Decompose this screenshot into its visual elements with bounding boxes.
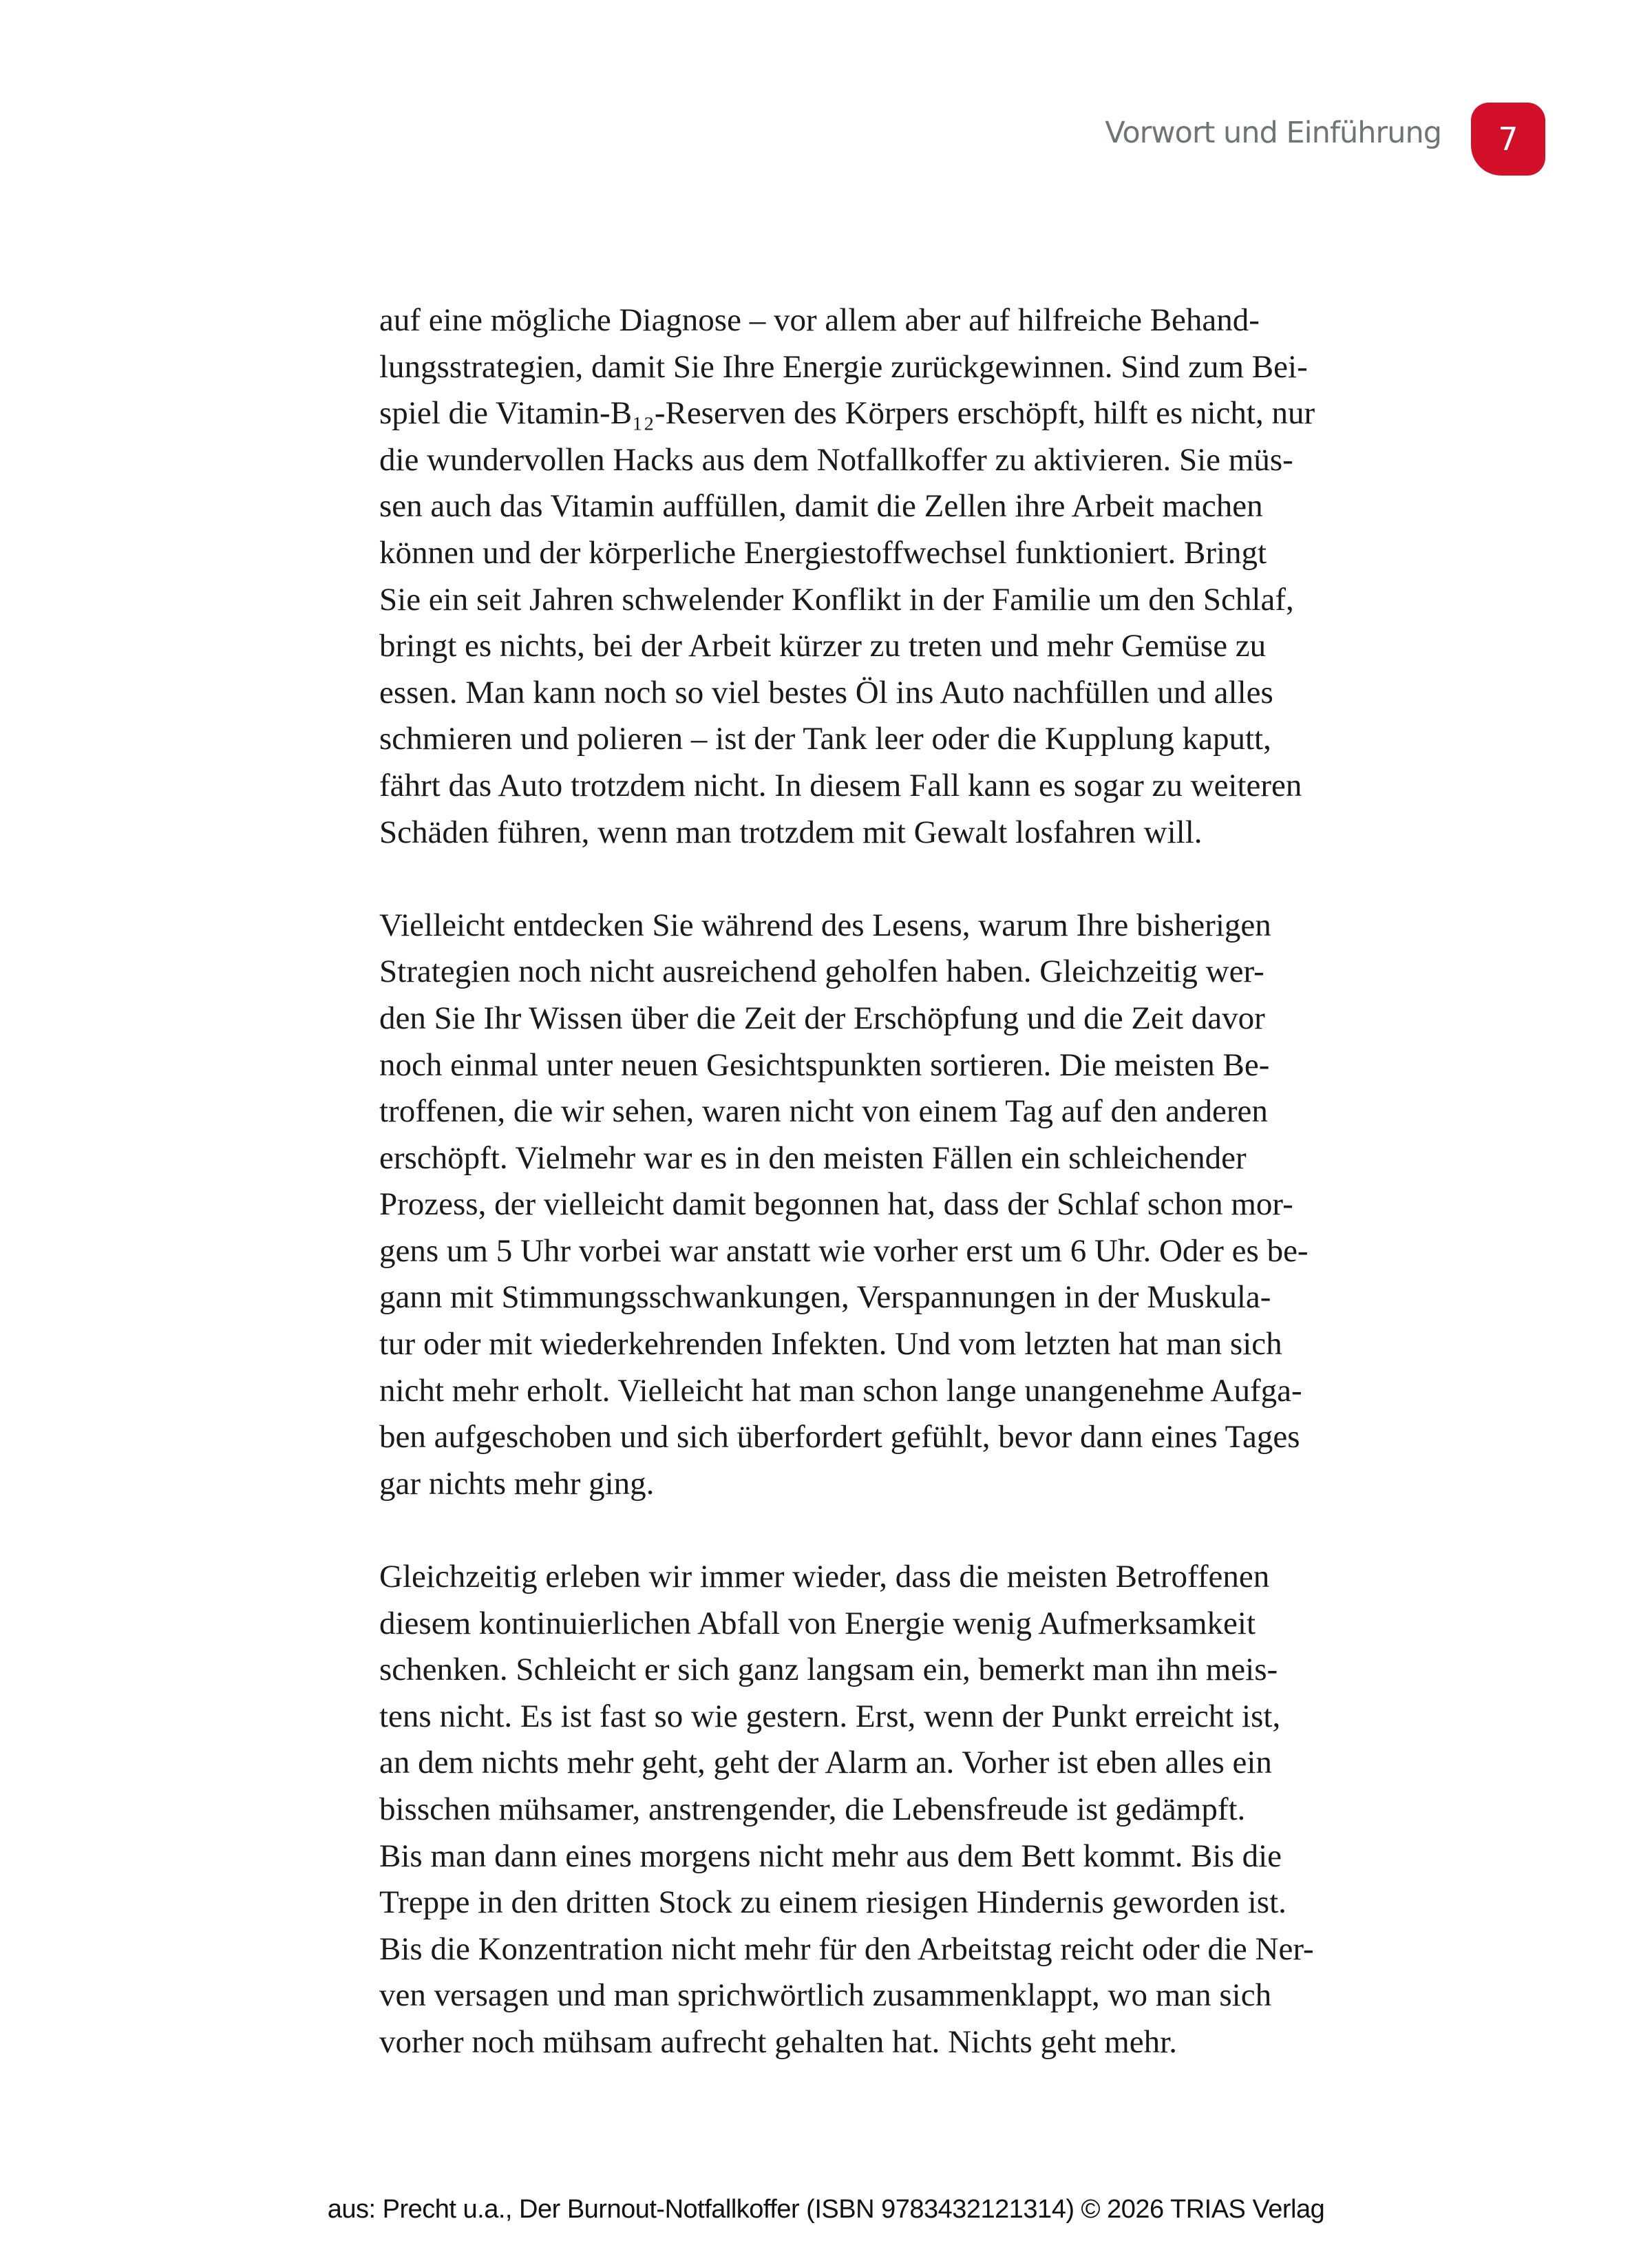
text-line: essen. Man kann noch so viel bestes Öl ins Auto nachfüllen und alles [379,674,1273,711]
text-line: an dem nichts mehr geht, geht der Alarm an. Vorher ist eben alles ein [379,1745,1272,1781]
text-line: den Sie Ihr Wissen über die Zeit der Erschöpfung und die Zeit davor [379,1000,1265,1036]
text-line: schmieren und polieren – ist der Tank leer oder die Kupplung kaputt, [379,721,1271,757]
text-line: ben aufgeschoben und sich überfordert gefühlt, bevor dann eines Tages [379,1419,1300,1455]
text-line: schenken. Schleicht er sich ganz langsam ein, bemerkt man ihn meis- [379,1652,1278,1688]
text-line: erschöpft. Vielmehr war es in den meisten Fällen ein schleichender [379,1139,1247,1176]
text-line: Gleichzeitig erleben wir immer wieder, dass die meisten Betroffenen [379,1559,1270,1595]
text-line: Prozess, der vielleicht damit begonnen hat, dass der Schlaf schon mor- [379,1186,1293,1223]
paragraph-gap [379,1507,1453,1554]
text-line: spiel die Vitamin-B₁₂-Reserven des Körpers erschöpft, hilft es nicht, nur [379,395,1315,432]
text-line: können und der körperliche Energiestoffwechsel funktioniert. Bringt [379,534,1267,571]
copyright-footer: aus: Precht u.a., Der Burnout-Notfallkoffer (ISBN 9783432121314) © 2026 TRIAS Verlag [327,2195,1325,2224]
running-head-title: Vorwort und Einführung [1105,116,1441,150]
paragraph [379,903,1453,1508]
paragraph-gap [379,856,1453,903]
page-number-badge: 7 [1471,103,1545,176]
text-line: Vielleicht entdecken Sie während des Lesens, warum Ihre bisherigen [379,907,1271,943]
text-line: gens um 5 Uhr vorbei war anstatt wie vorher erst um 6 Uhr. Oder es be- [379,1232,1309,1269]
text-line: Strategien noch nicht ausreichend geholfen haben. Gleichzeitig wer- [379,954,1264,990]
text-line: gann mit Stimmungsschwankungen, Verspannungen in der Muskula- [379,1279,1271,1316]
text-line: nicht mehr erholt. Vielleicht hat man schon lange unangenehme Aufga- [379,1372,1302,1409]
text-line: die wundervollen Hacks aus dem Notfallkoffer zu aktivieren. Sie müs- [379,441,1293,478]
text-line: gar nichts mehr ging. [379,1465,655,1502]
text-line: auf eine mögliche Diagnose – vor allem aber auf hilfreiche Behand- [379,302,1260,338]
text-line: sen auch das Vitamin auffüllen, damit die Zellen ihre Arbeit machen [379,488,1263,525]
text-line: noch einmal unter neuen Gesichtspunkten sortieren. Die meisten Be- [379,1046,1270,1083]
text-line: bisschen mühsamer, anstrengender, die Lebensfreude ist gedämpft. [379,1791,1246,1827]
text-line: Bis die Konzentration nicht mehr für den Arbeitstag reicht oder die Ner- [379,1930,1314,1967]
text-line: diesem kontinuierlichen Abfall von Energie wenig Aufmerksamkeit [379,1605,1256,1641]
text-line: fährt das Auto trotzdem nicht. In diesem Fall kann es sogar zu weiteren [379,767,1302,803]
text-line: vorher noch mühsam aufrecht gehalten hat. Nichts geht mehr. [379,2023,1177,2060]
text-line: Schäden führen, wenn man trotzdem mit Gewalt losfahren will. [379,814,1203,850]
text-line: troffenen, die wir sehen, waren nicht von einem Tag auf den anderen [379,1093,1268,1130]
text-line: Sie ein seit Jahren schwelender Konflikt in der Familie um den Schlaf, [379,581,1294,618]
text-line: Bis man dann eines morgens nicht mehr aus dem Bett kommt. Bis die [379,1838,1282,1874]
text-line: bringt es nichts, bei der Arbeit kürzer zu treten und mehr Gemüse zu [379,628,1267,664]
body-text [379,297,1453,2066]
paragraph [379,297,1453,856]
text-line: Treppe in den dritten Stock zu einem riesigen Hindernis geworden ist. [379,1884,1286,1921]
paragraph [379,1554,1453,2066]
text-line: lungsstrategien, damit Sie Ihre Energie zurückgewinnen. Sind zum Bei- [379,348,1308,385]
text-line: tur oder mit wiederkehrenden Infekten. Und vom letzten hat man sich [379,1326,1282,1363]
text-line: ven versagen und man sprichwörtlich zusammenklappt, wo man sich [379,1977,1272,2014]
text-line: tens nicht. Es ist fast so wie gestern. Erst, wenn der Punkt erreicht ist, [379,1698,1281,1734]
